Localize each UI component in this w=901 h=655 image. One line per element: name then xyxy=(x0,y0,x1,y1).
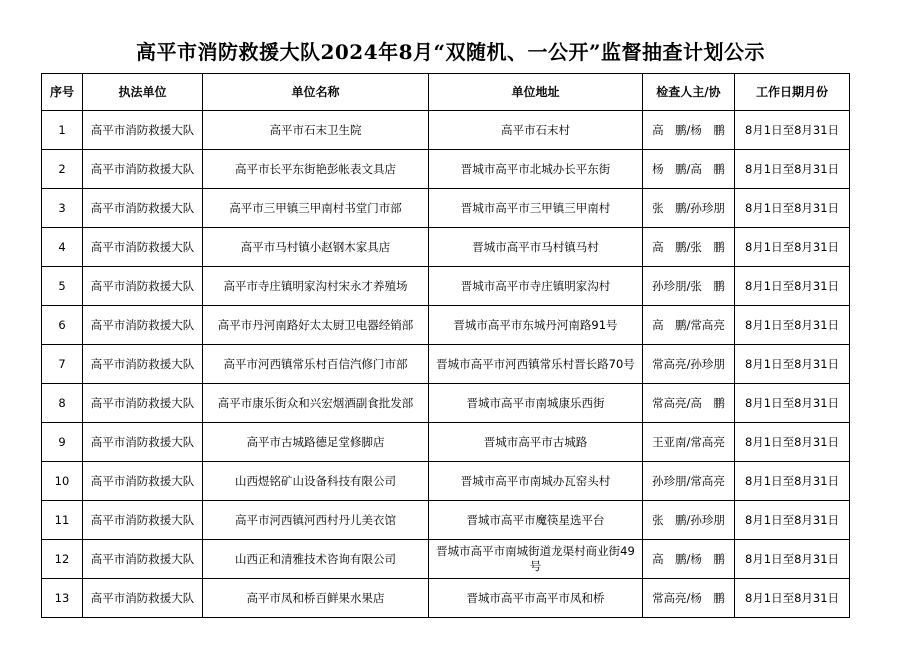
work-period: 8月1日至8月31日 xyxy=(735,306,850,345)
unit-address: 晋城市高平市东城丹河南路91号 xyxy=(429,306,643,345)
table-row xyxy=(42,384,850,423)
unit-name: 高平市石末卫生院 xyxy=(203,111,429,150)
enforcement-agency: 高平市消防救援大队 xyxy=(83,345,203,384)
header-no: 序号 xyxy=(42,74,83,111)
header-period: 工作日期月份 xyxy=(735,74,850,111)
unit-address: 晋城市高平市南城康乐西街 xyxy=(429,384,643,423)
row-number: 6 xyxy=(42,306,83,345)
work-period: 8月1日至8月31日 xyxy=(735,501,850,540)
inspectors: 杨 鹏/高 鹏 xyxy=(643,150,735,189)
row-number: 11 xyxy=(42,501,83,540)
unit-address: 晋城市高平市南城街道龙渠村商业街49号 xyxy=(429,540,643,579)
table-row xyxy=(42,306,850,345)
enforcement-agency: 高平市消防救援大队 xyxy=(83,150,203,189)
row-number: 13 xyxy=(42,579,83,618)
inspectors: 张 鹏/孙珍朋 xyxy=(643,501,735,540)
unit-name: 高平市三甲镇三甲南村书堂门市部 xyxy=(203,189,429,228)
work-period: 8月1日至8月31日 xyxy=(735,462,850,501)
enforcement-agency: 高平市消防救援大队 xyxy=(83,423,203,462)
inspectors: 高 鹏/常高亮 xyxy=(643,306,735,345)
enforcement-agency: 高平市消防救援大队 xyxy=(83,228,203,267)
inspectors: 高 鹏/杨 鹏 xyxy=(643,540,735,579)
unit-name: 高平市凤和桥百鲜果水果店 xyxy=(203,579,429,618)
work-period: 8月1日至8月31日 xyxy=(735,189,850,228)
enforcement-agency: 高平市消防救援大队 xyxy=(83,540,203,579)
row-number: 12 xyxy=(42,540,83,579)
unit-address: 晋城市高平市南城办瓦窑头村 xyxy=(429,462,643,501)
unit-address: 晋城市高平市三甲镇三甲南村 xyxy=(429,189,643,228)
unit-name: 高平市康乐街众和兴宏烟酒副食批发部 xyxy=(203,384,429,423)
table-row xyxy=(42,462,850,501)
inspection-plan-table xyxy=(41,73,850,618)
enforcement-agency: 高平市消防救援大队 xyxy=(83,189,203,228)
header-inspectors: 检查人主/协 xyxy=(643,74,735,111)
header-unit-address: 单位地址 xyxy=(429,74,643,111)
unit-address: 晋城市高平市北城办长平东街 xyxy=(429,150,643,189)
table-row xyxy=(42,150,850,189)
table-row xyxy=(42,501,850,540)
inspectors: 孙珍朋/张 鹏 xyxy=(643,267,735,306)
work-period: 8月1日至8月31日 xyxy=(735,150,850,189)
enforcement-agency: 高平市消防救援大队 xyxy=(83,462,203,501)
work-period: 8月1日至8月31日 xyxy=(735,384,850,423)
table-row xyxy=(42,228,850,267)
header-unit-name: 单位名称 xyxy=(203,74,429,111)
table-row xyxy=(42,579,850,618)
unit-name: 高平市河西镇河西村丹儿美衣馆 xyxy=(203,501,429,540)
work-period: 8月1日至8月31日 xyxy=(735,111,850,150)
unit-address: 晋城市高平市古城路 xyxy=(429,423,643,462)
table-row xyxy=(42,267,850,306)
row-number: 9 xyxy=(42,423,83,462)
unit-address: 晋城市高平市高平市凤和桥 xyxy=(429,579,643,618)
row-number: 2 xyxy=(42,150,83,189)
work-period: 8月1日至8月31日 xyxy=(735,228,850,267)
page-title: 高平市消防救援大队2024年8月“双随机、一公开”监督抽查计划公示 xyxy=(135,40,766,64)
unit-name: 高平市马村镇小赵钢木家具店 xyxy=(203,228,429,267)
table-header-row xyxy=(42,74,850,111)
work-period: 8月1日至8月31日 xyxy=(735,423,850,462)
enforcement-agency: 高平市消防救援大队 xyxy=(83,501,203,540)
enforcement-agency: 高平市消防救援大队 xyxy=(83,306,203,345)
inspectors: 常高亮/杨 鹏 xyxy=(643,579,735,618)
row-number: 5 xyxy=(42,267,83,306)
inspectors: 高 鹏/杨 鹏 xyxy=(643,111,735,150)
table-row xyxy=(42,345,850,384)
unit-name: 山西煜铭矿山设备科技有限公司 xyxy=(203,462,429,501)
unit-address: 晋城市高平市河西镇常乐村晋长路70号 xyxy=(429,345,643,384)
enforcement-agency: 高平市消防救援大队 xyxy=(83,384,203,423)
inspectors: 孙珍朋/常高亮 xyxy=(643,462,735,501)
inspectors: 常高亮/高 鹏 xyxy=(643,384,735,423)
unit-address: 高平市石末村 xyxy=(429,111,643,150)
unit-name: 高平市古城路德足堂修脚店 xyxy=(203,423,429,462)
enforcement-agency: 高平市消防救援大队 xyxy=(83,111,203,150)
inspectors: 高 鹏/张 鹏 xyxy=(643,228,735,267)
unit-name: 高平市长平东街艳彭帐表文具店 xyxy=(203,150,429,189)
enforcement-agency: 高平市消防救援大队 xyxy=(83,267,203,306)
unit-name: 高平市丹河南路好太太厨卫电器经销部 xyxy=(203,306,429,345)
header-agency: 执法单位 xyxy=(83,74,203,111)
inspectors: 王亚南/常高亮 xyxy=(643,423,735,462)
work-period: 8月1日至8月31日 xyxy=(735,345,850,384)
row-number: 1 xyxy=(42,111,83,150)
row-number: 8 xyxy=(42,384,83,423)
work-period: 8月1日至8月31日 xyxy=(735,540,850,579)
inspectors: 张 鹏/孙珍朋 xyxy=(643,189,735,228)
row-number: 7 xyxy=(42,345,83,384)
unit-name: 山西正和清雅技术咨询有限公司 xyxy=(203,540,429,579)
row-number: 3 xyxy=(42,189,83,228)
enforcement-agency: 高平市消防救援大队 xyxy=(83,579,203,618)
inspectors: 常高亮/孙珍朋 xyxy=(643,345,735,384)
work-period: 8月1日至8月31日 xyxy=(735,579,850,618)
unit-address: 晋城市高平市马村镇马村 xyxy=(429,228,643,267)
table-row xyxy=(42,540,850,579)
table-row xyxy=(42,423,850,462)
unit-address: 晋城市高平市寺庄镇明家沟村 xyxy=(429,267,643,306)
table-row xyxy=(42,111,850,150)
work-period: 8月1日至8月31日 xyxy=(735,267,850,306)
unit-address: 晋城市高平市魔筷星选平台 xyxy=(429,501,643,540)
unit-name: 高平市寺庄镇明家沟村宋永才养殖场 xyxy=(203,267,429,306)
table-row xyxy=(42,189,850,228)
row-number: 10 xyxy=(42,462,83,501)
unit-name: 高平市河西镇常乐村百信汽修门市部 xyxy=(203,345,429,384)
row-number: 4 xyxy=(42,228,83,267)
